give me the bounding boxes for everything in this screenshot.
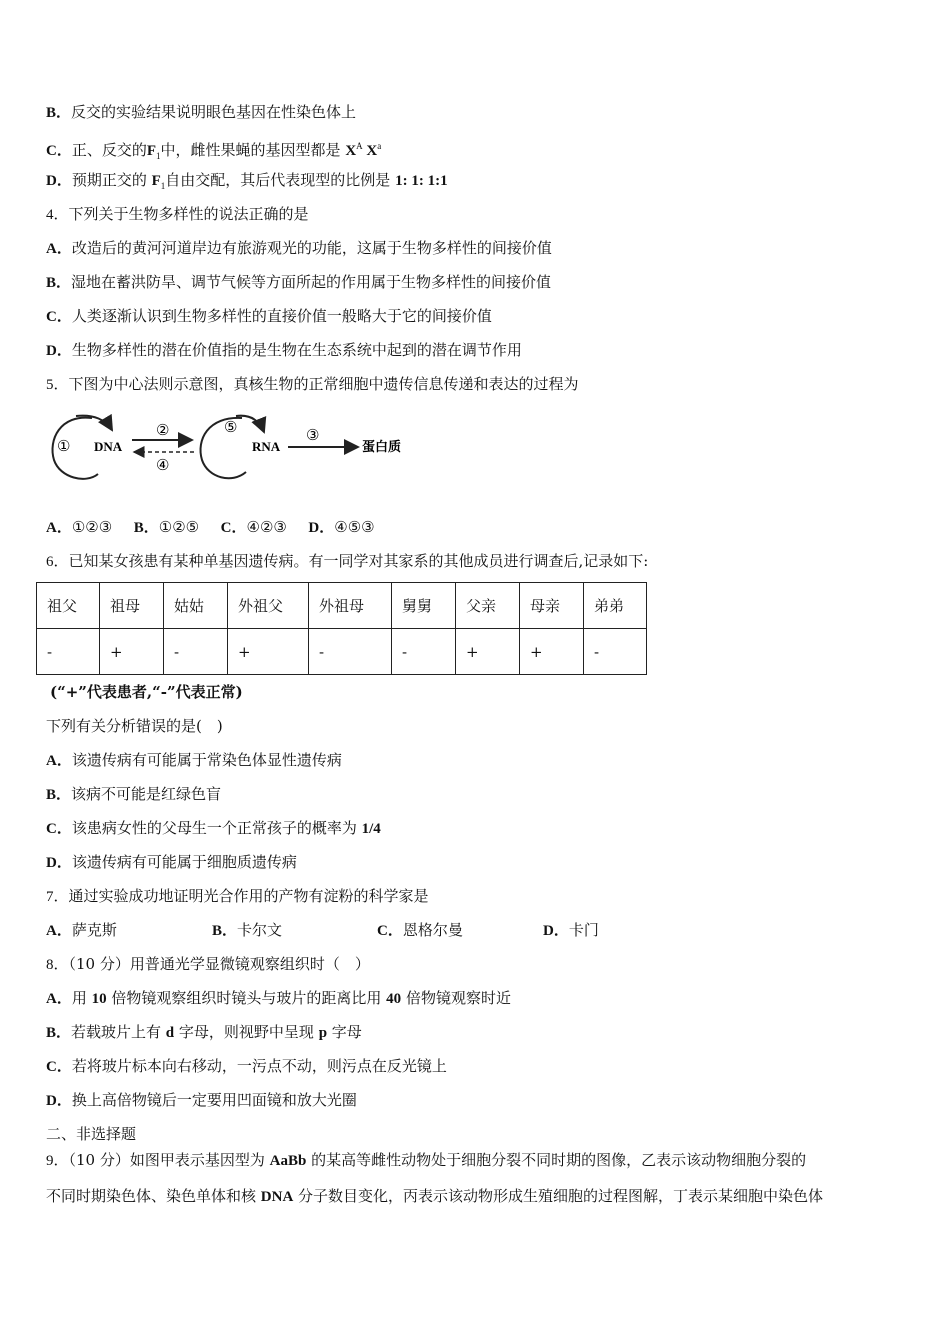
label-5: ⑤ bbox=[224, 420, 238, 436]
option-label: D． bbox=[46, 173, 72, 189]
q6-stem bbox=[46, 551, 648, 572]
q9-line-1 bbox=[46, 1150, 806, 1171]
option-text: 若载玻片上有 bbox=[71, 1023, 166, 1041]
table-cell: + bbox=[228, 629, 309, 675]
table-cell: - bbox=[37, 629, 100, 675]
table-header-cell: 弟弟 bbox=[584, 583, 647, 629]
rna-label: RNA bbox=[252, 439, 281, 454]
q8-option-d bbox=[46, 1090, 357, 1111]
option-text: 自由交配，其后代表现型的比例是 bbox=[165, 171, 396, 189]
option-label: B． bbox=[46, 787, 72, 803]
option-text: 卡尔文 bbox=[237, 921, 283, 939]
option-label: C． bbox=[46, 309, 72, 325]
question-text: 分子数目变化，丙表示该动物形成生殖细胞的过程图解，丁表示某细胞中染色体 bbox=[293, 1187, 824, 1205]
x-symbol: X bbox=[362, 143, 378, 159]
question-number: 5． bbox=[46, 377, 69, 393]
option-text: 人类逐渐认识到生物多样性的直接价值一般略大于它的间接价值 bbox=[71, 307, 492, 325]
option-text: 换上高倍物镜后一定要用凹面镜和放大光圈 bbox=[71, 1091, 357, 1109]
q8-option-a bbox=[46, 988, 511, 1009]
option-text: 中，雌性果蝇的基因型都是 bbox=[160, 141, 346, 159]
f-subscript: 1 bbox=[156, 151, 161, 161]
question-text: （10 分）如图甲表示基因型为 bbox=[68, 1151, 270, 1169]
option-text: 该遗传病有可能属于常染色体显性遗传病 bbox=[71, 751, 342, 769]
option-label: D． bbox=[46, 1093, 72, 1109]
question-number: 9． bbox=[46, 1153, 69, 1169]
magnification: 10 bbox=[91, 991, 107, 1007]
table-legend: (“+”代表患者,“-”代表正常) bbox=[50, 683, 243, 701]
option-label: A． bbox=[46, 241, 72, 257]
option-label: C． bbox=[46, 1059, 72, 1075]
table-header-cell: 祖父 bbox=[37, 583, 100, 629]
option-label: B． bbox=[212, 923, 238, 939]
table-header-cell: 姑姑 bbox=[164, 583, 228, 629]
option-label: A． bbox=[46, 520, 72, 536]
superscript: A bbox=[356, 141, 363, 151]
question-text: 的某高等雌性动物处于细胞分裂不同时期的图像，乙表示该动物细胞分裂的 bbox=[306, 1151, 807, 1169]
option-text: 正、反交的 bbox=[71, 141, 147, 159]
option-label: B． bbox=[46, 275, 72, 291]
f-symbol: F bbox=[151, 173, 161, 189]
option-label: D． bbox=[46, 343, 72, 359]
letter: d bbox=[165, 1025, 175, 1041]
table-header-row bbox=[37, 583, 647, 629]
option-label: D． bbox=[543, 923, 569, 939]
option-label: B． bbox=[133, 520, 159, 536]
superscript: a bbox=[377, 141, 382, 151]
option-label: D． bbox=[46, 855, 72, 871]
q6-option-d bbox=[46, 852, 297, 873]
q7-option-a bbox=[46, 920, 117, 941]
table-cell: + bbox=[100, 629, 164, 675]
option-text: 该患病女性的父母生一个正常孩子的概率为 bbox=[71, 819, 362, 837]
table-cell: - bbox=[164, 629, 228, 675]
question-text: （10 分）用普通光学显微镜观察组织时（ ） bbox=[68, 955, 370, 973]
option-label: A． bbox=[46, 923, 72, 939]
option-text: 改造后的黄河河道岸边有旅游观光的功能，这属于生物多样性的间接价值 bbox=[71, 239, 552, 257]
q6-option-c bbox=[46, 818, 381, 839]
family-survey-table bbox=[36, 582, 647, 675]
option-text: 卡门 bbox=[568, 921, 599, 939]
question-number: 6． bbox=[46, 554, 69, 570]
q7-option-c bbox=[377, 920, 463, 941]
central-dogma-diagram bbox=[46, 410, 426, 490]
q7-option-d bbox=[543, 920, 599, 941]
option-text: ④⑤③ bbox=[334, 518, 375, 536]
question-text: 不同时期染色体、染色单体和核 bbox=[46, 1187, 261, 1205]
q8-option-c bbox=[46, 1056, 447, 1077]
table-row bbox=[37, 629, 647, 675]
option-text: 恩格尔曼 bbox=[402, 921, 463, 939]
option-text: 该遗传病有可能属于细胞质遗传病 bbox=[71, 853, 297, 871]
q3-option-c bbox=[46, 136, 381, 166]
protein-label: 蛋白质 bbox=[362, 439, 402, 454]
option-label: C． bbox=[46, 821, 72, 837]
option-text: ①②⑤ bbox=[158, 518, 200, 536]
option-text: 预期正交的 bbox=[71, 171, 152, 189]
q6-option-a bbox=[46, 750, 342, 771]
probability: 1/4 bbox=[361, 821, 381, 837]
table-header-cell: 外祖母 bbox=[309, 583, 392, 629]
q3-option-d bbox=[46, 170, 448, 196]
table-header-cell: 外祖父 bbox=[228, 583, 309, 629]
question-text: 通过实验成功地证明光合作用的产物有淀粉的科学家是 bbox=[68, 887, 429, 905]
q3-option-b bbox=[46, 102, 356, 123]
option-text: ①②③ bbox=[71, 518, 113, 536]
option-text: 倍物镜观察时近 bbox=[401, 989, 511, 1007]
q6-option-b bbox=[46, 784, 221, 805]
q8-stem bbox=[46, 954, 370, 975]
q4-option-a bbox=[46, 238, 552, 259]
option-text: 字母，则视野中呈现 bbox=[174, 1023, 319, 1041]
option-text: 生物多样性的潜在价值指的是生物在生态系统中起到的潜在调节作用 bbox=[71, 341, 522, 359]
option-label: C． bbox=[377, 923, 403, 939]
question-text: 下列关于生物多样性的说法正确的是 bbox=[68, 205, 309, 223]
table-cell: - bbox=[584, 629, 647, 675]
q4-option-b bbox=[46, 272, 551, 293]
option-label: B． bbox=[46, 1025, 72, 1041]
question-number: 7． bbox=[46, 889, 69, 905]
option-label: A． bbox=[46, 753, 72, 769]
q5-stem bbox=[46, 374, 579, 395]
option-label: C． bbox=[46, 143, 72, 159]
magnification: 40 bbox=[386, 991, 402, 1007]
table-cell: - bbox=[309, 629, 392, 675]
q9-line-2 bbox=[46, 1186, 823, 1207]
letter: p bbox=[318, 1025, 328, 1041]
option-text: 字母 bbox=[327, 1023, 362, 1041]
ratio: 1: 1: 1:1 bbox=[395, 173, 448, 189]
option-label: B． bbox=[46, 105, 72, 121]
f-symbol: F bbox=[146, 143, 157, 159]
q5-options bbox=[46, 517, 375, 538]
q6-question: 下列有关分析错误的是( ) bbox=[46, 717, 223, 735]
option-text: 萨克斯 bbox=[71, 921, 117, 939]
q7-stem bbox=[46, 886, 429, 907]
label-4: ④ bbox=[156, 458, 170, 474]
label-1: ① bbox=[57, 439, 71, 455]
option-text: 倍物镜观察组织时镜头与玻片的距离比用 bbox=[106, 989, 387, 1007]
label-3: ③ bbox=[306, 428, 320, 444]
table-cell: + bbox=[456, 629, 520, 675]
option-label: C． bbox=[220, 520, 247, 536]
table-header-cell: 舅舅 bbox=[392, 583, 456, 629]
table-cell: + bbox=[520, 629, 584, 675]
question-number: 4． bbox=[46, 207, 69, 223]
genotype: AaBb bbox=[269, 1153, 307, 1169]
q8-option-b bbox=[46, 1022, 362, 1043]
dna-label: DNA bbox=[94, 439, 123, 454]
q4-option-d bbox=[46, 340, 522, 361]
option-text: 若将玻片标本向右移动，一污点不动，则污点在反光镜上 bbox=[71, 1057, 447, 1075]
option-text: ④②③ bbox=[246, 518, 287, 536]
table-header-cell: 父亲 bbox=[456, 583, 520, 629]
dna-term: DNA bbox=[260, 1189, 294, 1205]
option-label: D． bbox=[308, 520, 335, 536]
q4-option-c bbox=[46, 306, 492, 327]
table-header-cell: 母亲 bbox=[520, 583, 584, 629]
q7-option-b bbox=[212, 920, 282, 941]
question-number: 8． bbox=[46, 957, 69, 973]
option-label: A． bbox=[46, 991, 72, 1007]
option-text: 湿地在蓄洪防旱、调节气候等方面所起的作用属于生物多样性的间接价值 bbox=[71, 273, 552, 291]
section-title: 二、非选择题 bbox=[46, 1125, 137, 1143]
label-2: ② bbox=[156, 423, 170, 439]
table-cell: - bbox=[392, 629, 456, 675]
q4-stem bbox=[46, 204, 309, 225]
question-text: 下图为中心法则示意图，真核生物的正常细胞中遗传信息传递和表达的过程为 bbox=[68, 375, 579, 393]
option-text: 该病不可能是红绿色盲 bbox=[71, 785, 222, 803]
x-symbol: X bbox=[345, 143, 357, 159]
option-text: 反交的实验结果说明眼色基因在性染色体上 bbox=[71, 103, 357, 121]
option-text: 用 bbox=[71, 989, 92, 1007]
question-text: 已知某女孩患有某种单基因遗传病。有一同学对其家系的其他成员进行调查后,记录如下: bbox=[68, 552, 649, 570]
table-header-cell: 祖母 bbox=[100, 583, 164, 629]
f-subscript: 1 bbox=[160, 181, 166, 191]
